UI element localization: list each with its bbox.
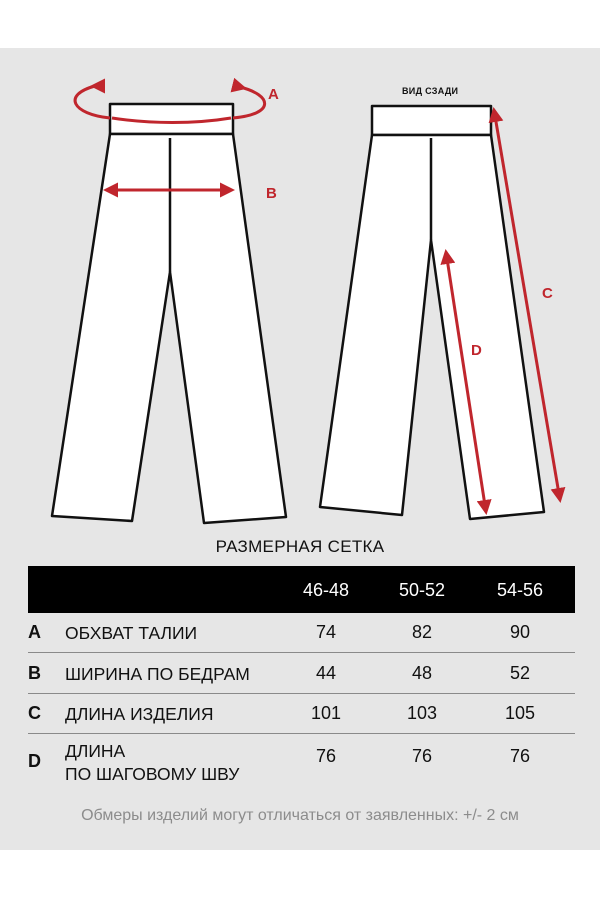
row-name: ОБХВАТ ТАЛИИ <box>65 623 198 643</box>
table-title: РАЗМЕРНАЯ СЕТКА <box>215 537 385 556</box>
label-b: B <box>266 185 277 202</box>
row-value: 103 <box>406 703 438 723</box>
row-divider <box>28 652 575 653</box>
row-name: ШИРИНА ПО БЕДРАМ <box>65 664 250 684</box>
back-view-pants <box>320 106 544 519</box>
row-value: 90 <box>509 622 531 642</box>
row-name-line1: ДЛИНА <box>65 741 126 761</box>
row-value: 76 <box>411 746 433 766</box>
row-name-line2: ПО ШАГОВОМУ ШВУ <box>65 764 240 784</box>
row-value: 52 <box>509 663 531 683</box>
label-d: D <box>471 342 482 359</box>
row-value: 76 <box>315 746 337 766</box>
row-key: B <box>28 663 41 683</box>
row-divider <box>28 733 575 734</box>
back-view-label: ВИД СЗАДИ <box>402 86 459 96</box>
size-column-3: 54-56 <box>496 580 544 600</box>
label-c: C <box>542 285 553 302</box>
row-value: 44 <box>315 663 337 683</box>
row-name: ДЛИНА ИЗДЕЛИЯ <box>65 704 214 724</box>
front-view-pants <box>52 104 286 523</box>
row-value: 76 <box>509 746 531 766</box>
row-key: D <box>28 751 41 771</box>
row-value: 48 <box>411 663 433 683</box>
row-divider <box>28 693 575 694</box>
row-key: A <box>28 622 41 642</box>
row-value: 74 <box>315 622 337 642</box>
label-a: A <box>268 86 279 103</box>
size-column-1: 46-48 <box>302 580 350 600</box>
row-value: 82 <box>411 622 433 642</box>
row-value: 105 <box>504 703 536 723</box>
tolerance-note: Обмеры изделий могут отличаться от заявленных: +/- 2 см <box>81 807 519 824</box>
row-value: 101 <box>310 703 342 723</box>
table-header <box>28 566 575 613</box>
size-column-2: 50-52 <box>398 580 446 600</box>
row-key: C <box>28 703 41 723</box>
